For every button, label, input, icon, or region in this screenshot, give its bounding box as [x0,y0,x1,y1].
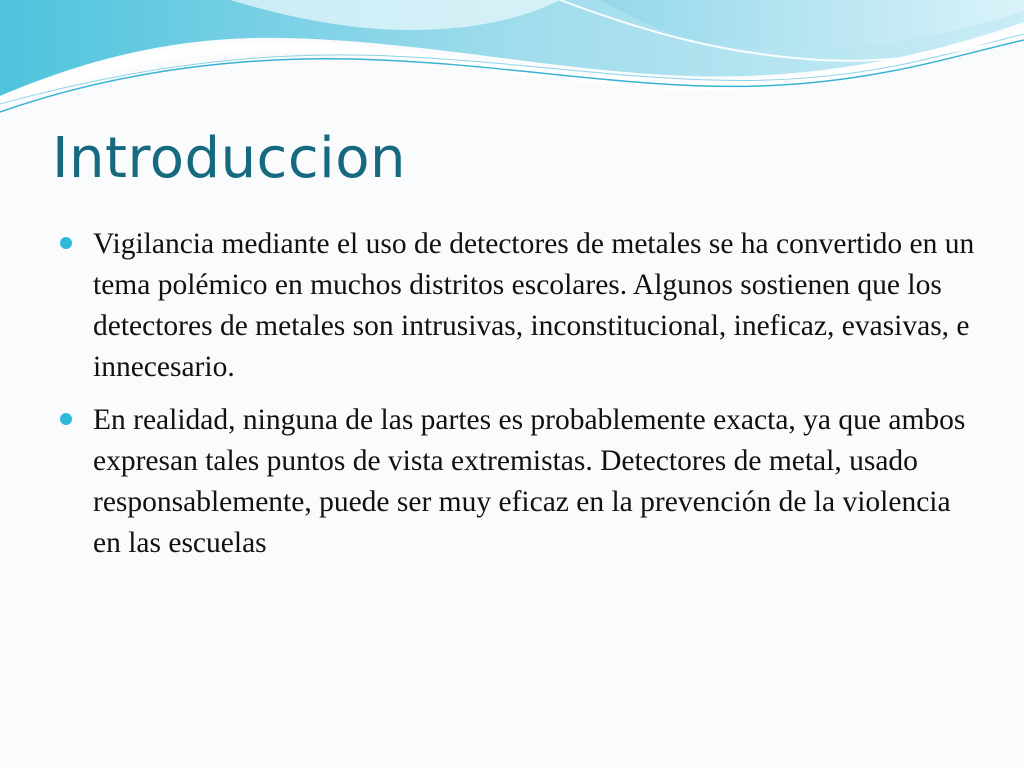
slide-title: Introduccion [52,126,406,191]
bullet-item [58,400,978,564]
bullet-dot-icon [60,413,72,425]
bullet-text: Vigilancia mediante el uso de detectores de metales se ha convertido en un tema polémico en muchos distritos escolares. Algunos sostienen que los detectores de metales son intrusivas, inconstitucional, ineficaz, evasivas, e innecesario. [93,228,975,383]
bullet-text: En realidad, ninguna de las partes es probablemente exacta, ya que ambos expresan tales puntos de vista extremistas. Detectores de metal, usado responsablemente, puede ser muy eficaz en la prevención de la violencia en las escuelas [93,404,966,559]
wave-decoration [0,0,1024,130]
bullet-item [58,224,978,388]
bullet-list [58,224,978,576]
bullet-dot-icon [60,237,72,249]
